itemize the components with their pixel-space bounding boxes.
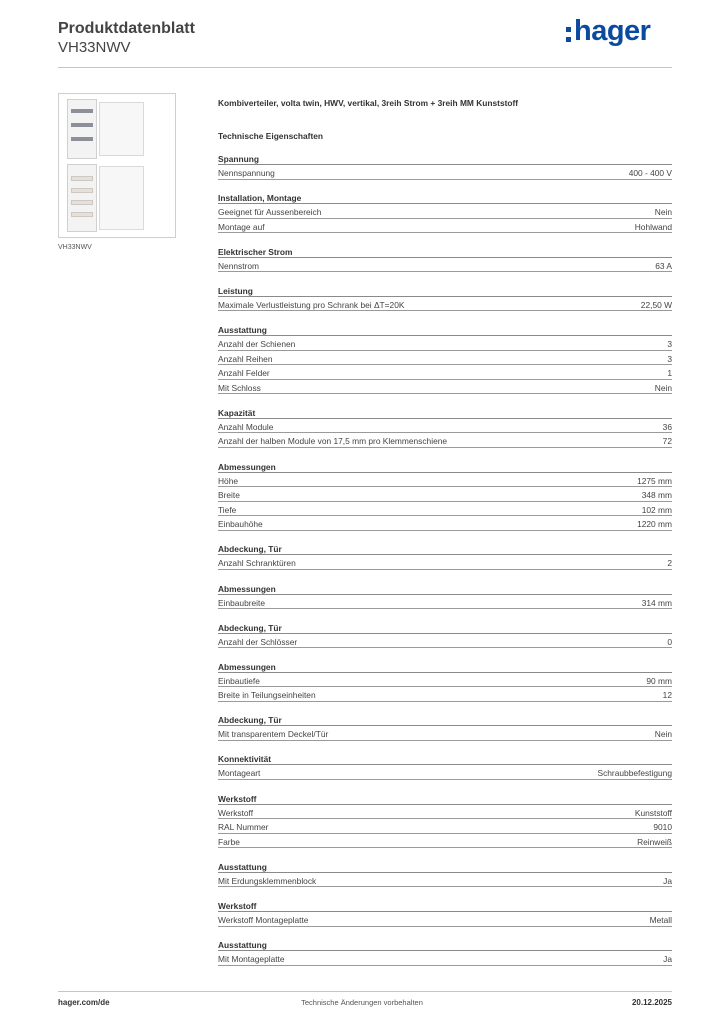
spec-value: 314 mm — [641, 597, 672, 608]
spec-label: Einbautiefe — [218, 675, 260, 686]
spec-group-title: Ausstattung — [218, 936, 672, 951]
spec-row — [218, 419, 672, 434]
spec-value: 90 mm — [646, 675, 672, 686]
cabinet-lower-section — [67, 164, 97, 232]
rail — [71, 137, 93, 141]
spec-row — [218, 912, 672, 927]
spec-label: Mit Erdungsklemmenblock — [218, 875, 317, 886]
spec-group — [218, 458, 672, 531]
spec-value: Reinweiß — [637, 836, 672, 847]
spec-label: Werkstoff Montageplatte — [218, 914, 309, 925]
multimedia-module — [71, 212, 93, 217]
spec-label: Anzahl der Schlösser — [218, 636, 298, 647]
spec-row — [218, 487, 672, 502]
spec-value: 348 mm — [641, 490, 672, 501]
spec-row — [218, 165, 672, 180]
spec-value: 2 — [667, 558, 672, 569]
spec-value: 400 - 400 V — [628, 168, 672, 178]
spec-group — [218, 897, 672, 927]
spec-value: Nein — [654, 729, 672, 740]
spec-row — [218, 687, 672, 702]
spec-group — [218, 150, 672, 180]
footer-date: 20.12.2025 — [631, 998, 672, 1007]
spec-row — [218, 595, 672, 610]
spec-label: Breite — [218, 490, 240, 501]
spec-value: 0 — [667, 636, 672, 647]
spec-row — [218, 873, 672, 888]
spec-group-title: Abdeckung, Tür — [218, 711, 672, 726]
spec-value: 63 A — [655, 260, 672, 271]
document-title: Produktdatenblatt — [58, 20, 195, 37]
footer-disclaimer: Technische Änderungen vorbehalten — [301, 998, 423, 1007]
footer-divider — [58, 991, 672, 992]
cabinet-door-upper — [99, 102, 144, 156]
spec-group-title: Abdeckung, Tür — [218, 619, 672, 634]
product-description: Kombiverteiler, volta twin, HWV, vertikal, 3reih Strom + 3reih MM Kunststoff — [218, 98, 519, 108]
cabinet-door-lower — [99, 166, 144, 230]
spec-label: Nennstrom — [218, 260, 259, 271]
spec-group — [218, 936, 672, 966]
spec-label: Geeignet für Aussenbereich — [218, 207, 322, 218]
spec-group-title: Installation, Montage — [218, 189, 672, 204]
spec-value: 12 — [662, 690, 672, 701]
spec-row — [218, 805, 672, 820]
spec-row — [218, 673, 672, 688]
spec-row — [218, 351, 672, 366]
spec-label: Anzahl Felder — [218, 368, 270, 379]
spec-value: 36 — [662, 421, 672, 432]
spec-group — [218, 321, 672, 394]
spec-group-title: Werkstoff — [218, 790, 672, 805]
spec-value: Hohlwand — [634, 221, 672, 232]
spec-value: Nein — [654, 382, 672, 393]
spec-label: Montage auf — [218, 221, 265, 232]
spec-group — [218, 619, 672, 649]
spec-value: 9010 — [653, 822, 672, 833]
spec-value: Nein — [654, 207, 672, 218]
spec-row — [218, 365, 672, 380]
spec-group — [218, 243, 672, 273]
spec-label: Anzahl Module — [218, 421, 274, 432]
spec-value: 22,50 W — [640, 299, 672, 310]
spec-label: Werkstoff — [218, 807, 254, 818]
spec-row — [218, 380, 672, 395]
spec-value: 3 — [667, 338, 672, 349]
spec-label: Anzahl Reihen — [218, 353, 273, 364]
spec-value: 1220 mm — [637, 519, 672, 530]
spec-label: Höhe — [218, 475, 239, 486]
spec-value: 72 — [662, 436, 672, 447]
spec-table — [218, 150, 672, 975]
spec-row — [218, 258, 672, 273]
product-image — [58, 93, 176, 238]
spec-row — [218, 634, 672, 649]
hager-logo — [566, 14, 650, 48]
header-divider — [58, 67, 672, 68]
spec-row — [218, 819, 672, 834]
spec-value: 3 — [667, 353, 672, 364]
spec-row — [218, 726, 672, 741]
spec-group — [218, 658, 672, 702]
spec-group-title: Werkstoff — [218, 897, 672, 912]
spec-row — [218, 433, 672, 448]
logo-dots — [566, 27, 571, 42]
spec-label: Tiefe — [218, 504, 237, 515]
spec-group-title: Kapazität — [218, 404, 672, 419]
spec-group-title: Abdeckung, Tür — [218, 540, 672, 555]
spec-row — [218, 834, 672, 849]
spec-group-title: Elektrischer Strom — [218, 243, 672, 258]
spec-group-title: Konnektivität — [218, 750, 672, 765]
spec-label: Mit transparentem Deckel/Tür — [218, 729, 329, 740]
spec-row — [218, 502, 672, 517]
spec-row — [218, 219, 672, 234]
spec-group-title: Ausstattung — [218, 321, 672, 336]
product-code-heading: VH33NWV — [58, 39, 131, 56]
multimedia-module — [71, 176, 93, 181]
spec-value: Metall — [649, 914, 672, 925]
spec-value: Ja — [663, 954, 672, 965]
spec-row — [218, 951, 672, 966]
spec-value: 102 mm — [641, 504, 672, 515]
technical-properties-heading: Technische Eigenschaften — [218, 131, 324, 141]
spec-row — [218, 555, 672, 570]
spec-label: Breite in Teilungseinheiten — [218, 690, 316, 701]
spec-label: Mit Montageplatte — [218, 954, 285, 965]
spec-row — [218, 516, 672, 531]
spec-group-title: Leistung — [218, 282, 672, 297]
cabinet-upper-section — [67, 99, 97, 159]
spec-group — [218, 282, 672, 312]
spec-row — [218, 336, 672, 351]
rail — [71, 109, 93, 113]
spec-row — [218, 297, 672, 312]
spec-label: Anzahl Schranktüren — [218, 558, 296, 569]
footer-website: hager.com/de — [58, 998, 110, 1007]
spec-group-title: Ausstattung — [218, 858, 672, 873]
spec-group — [218, 790, 672, 849]
multimedia-module — [71, 188, 93, 193]
spec-row — [218, 204, 672, 219]
spec-label: Maximale Verlustleistung pro Schrank bei ΔT=20K — [218, 299, 405, 310]
multimedia-module — [71, 200, 93, 205]
spec-group-title: Spannung — [218, 150, 672, 165]
spec-group — [218, 858, 672, 888]
spec-value: Ja — [663, 875, 672, 886]
spec-label: Anzahl der halben Module von 17,5 mm pro Klemmenschiene — [218, 436, 448, 447]
spec-label: Anzahl der Schienen — [218, 338, 296, 349]
spec-group — [218, 580, 672, 610]
spec-value: 1 — [667, 368, 672, 379]
spec-group-title: Abmessungen — [218, 658, 672, 673]
rail — [71, 123, 93, 127]
spec-label: Einbaubreite — [218, 597, 266, 608]
spec-label: Mit Schloss — [218, 382, 261, 393]
spec-group — [218, 750, 672, 780]
spec-label: Einbauhöhe — [218, 519, 263, 530]
spec-label: Montageart — [218, 768, 261, 779]
spec-row — [218, 473, 672, 488]
spec-group-title: Abmessungen — [218, 458, 672, 473]
spec-group — [218, 540, 672, 570]
spec-value: 1275 mm — [637, 475, 672, 486]
logo-wordmark: hager — [574, 15, 651, 47]
spec-row — [218, 765, 672, 780]
spec-value: Kunststoff — [634, 807, 672, 818]
spec-label: Nennspannung — [218, 168, 275, 178]
spec-group — [218, 711, 672, 741]
spec-group — [218, 189, 672, 233]
spec-value: Schraubbefestigung — [597, 768, 672, 779]
spec-label: Farbe — [218, 836, 240, 847]
spec-group — [218, 404, 672, 448]
spec-label: RAL Nummer — [218, 822, 269, 833]
spec-group-title: Abmessungen — [218, 580, 672, 595]
image-caption: VH33NWV — [58, 244, 92, 251]
